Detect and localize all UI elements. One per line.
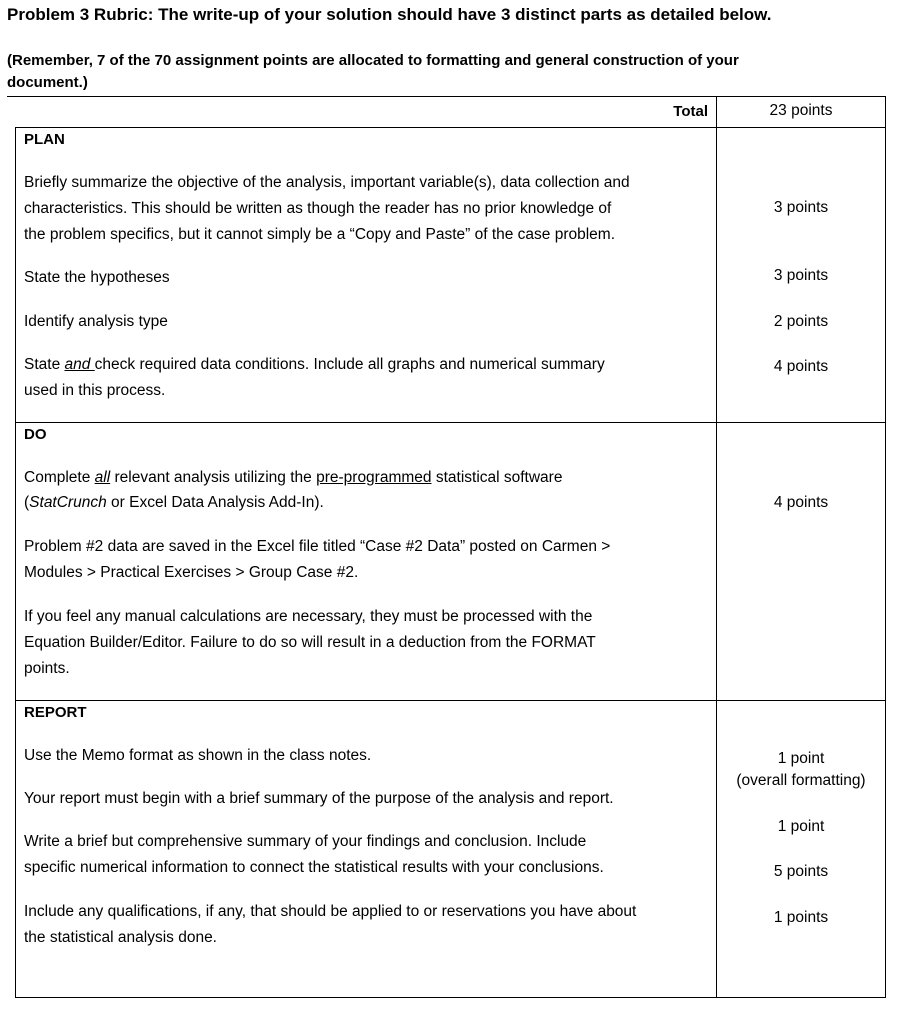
do-data-line-1: Problem #2 data are saved in the Excel file titled “Case #2 Data” posted on Carmen > <box>24 538 611 555</box>
conditions-pre: State <box>24 356 65 373</box>
conditions-post: check required data conditions. Include all graphs and numerical summary <box>94 356 605 373</box>
software-open: ( <box>24 494 30 511</box>
report-memo-points: 1 point <box>777 750 825 767</box>
report-qualifications-line-2: the statistical analysis done. <box>24 929 217 946</box>
do-manual-line-2: Equation Builder/Editor. Failure to do so will result in a deduction from the FORMAT <box>24 634 596 651</box>
do-header: DO <box>24 426 47 443</box>
plan-hypotheses-points: 3 points <box>773 267 829 284</box>
report-qualifications-points: 1 points <box>773 909 829 926</box>
table-column-divider <box>716 96 717 998</box>
complete-pre: Complete <box>24 469 95 486</box>
remember-note-line-1: (Remember, 7 of the 70 assignment points are allocated to formatting and general construction of your <box>7 52 739 69</box>
report-findings-line-2: specific numerical information to connect the statistical results with your conclusions. <box>24 859 604 876</box>
report-memo: Use the Memo format as shown in the class notes. <box>24 747 372 764</box>
plan-summary-line-1: Briefly summarize the objective of the analysis, important variable(s), data collection and <box>24 174 630 191</box>
plan-conditions-points: 4 points <box>773 358 829 375</box>
complete-mid: relevant analysis utilizing the <box>110 469 317 486</box>
complete-post: statistical software <box>431 469 563 486</box>
do-data-line-2: Modules > Practical Exercises > Group Case #2. <box>24 564 359 581</box>
report-qualifications-line-1: Include any qualifications, if any, that should be applied to or reservations you have about <box>24 903 637 920</box>
table-divider-total <box>15 127 886 128</box>
total-label: Total <box>673 103 708 120</box>
report-memo-points-note: (overall formatting) <box>736 772 866 789</box>
complete-all-emphasis: all <box>94 469 111 486</box>
software-statcrunch: StatCrunch <box>29 494 107 511</box>
plan-analysis-type-points: 2 points <box>773 313 829 330</box>
do-complete-points: 4 points <box>773 494 829 511</box>
report-findings-line-1: Write a brief but comprehensive summary of your findings and conclusion. Include <box>24 833 587 850</box>
table-border-left <box>15 127 16 998</box>
report-findings-points: 5 points <box>773 863 829 880</box>
total-points: 23 points <box>769 102 833 119</box>
plan-hypotheses: State the hypotheses <box>24 269 170 286</box>
plan-conditions-line-2: used in this process. <box>24 382 166 399</box>
table-border-right <box>885 96 886 998</box>
software-rest: or Excel Data Analysis Add-In). <box>106 494 324 511</box>
report-header: REPORT <box>24 704 87 721</box>
plan-summary-line-3: the problem specifics, but it cannot simply be a “Copy and Paste” of the case problem. <box>24 226 616 243</box>
plan-analysis-type: Identify analysis type <box>24 313 168 330</box>
do-manual-line-1: If you feel any manual calculations are necessary, they must be processed with the <box>24 608 593 625</box>
do-complete-line-1 <box>24 469 562 487</box>
pre-programmed-underline: pre-programmed <box>316 469 432 486</box>
plan-header: PLAN <box>24 131 65 148</box>
plan-conditions-line-1 <box>24 356 605 374</box>
do-complete-line-2 <box>24 494 324 512</box>
table-border-top <box>7 96 886 97</box>
report-begin: Your report must begin with a brief summary of the purpose of the analysis and report. <box>24 790 614 807</box>
table-divider-plan <box>15 422 886 423</box>
remember-note-line-2: document.) <box>7 74 88 91</box>
plan-summary-points: 3 points <box>773 199 829 216</box>
conditions-and-emphasis: and <box>64 356 95 373</box>
report-begin-points: 1 point <box>777 818 825 835</box>
plan-summary-line-2: characteristics. This should be written as though the reader has no prior knowledge of <box>24 200 612 217</box>
table-divider-do <box>15 700 886 701</box>
page-title: Problem 3 Rubric: The write-up of your solution should have 3 distinct parts as detailed below. <box>7 5 772 24</box>
do-manual-line-3: points. <box>24 660 70 677</box>
table-border-bottom <box>15 997 886 998</box>
